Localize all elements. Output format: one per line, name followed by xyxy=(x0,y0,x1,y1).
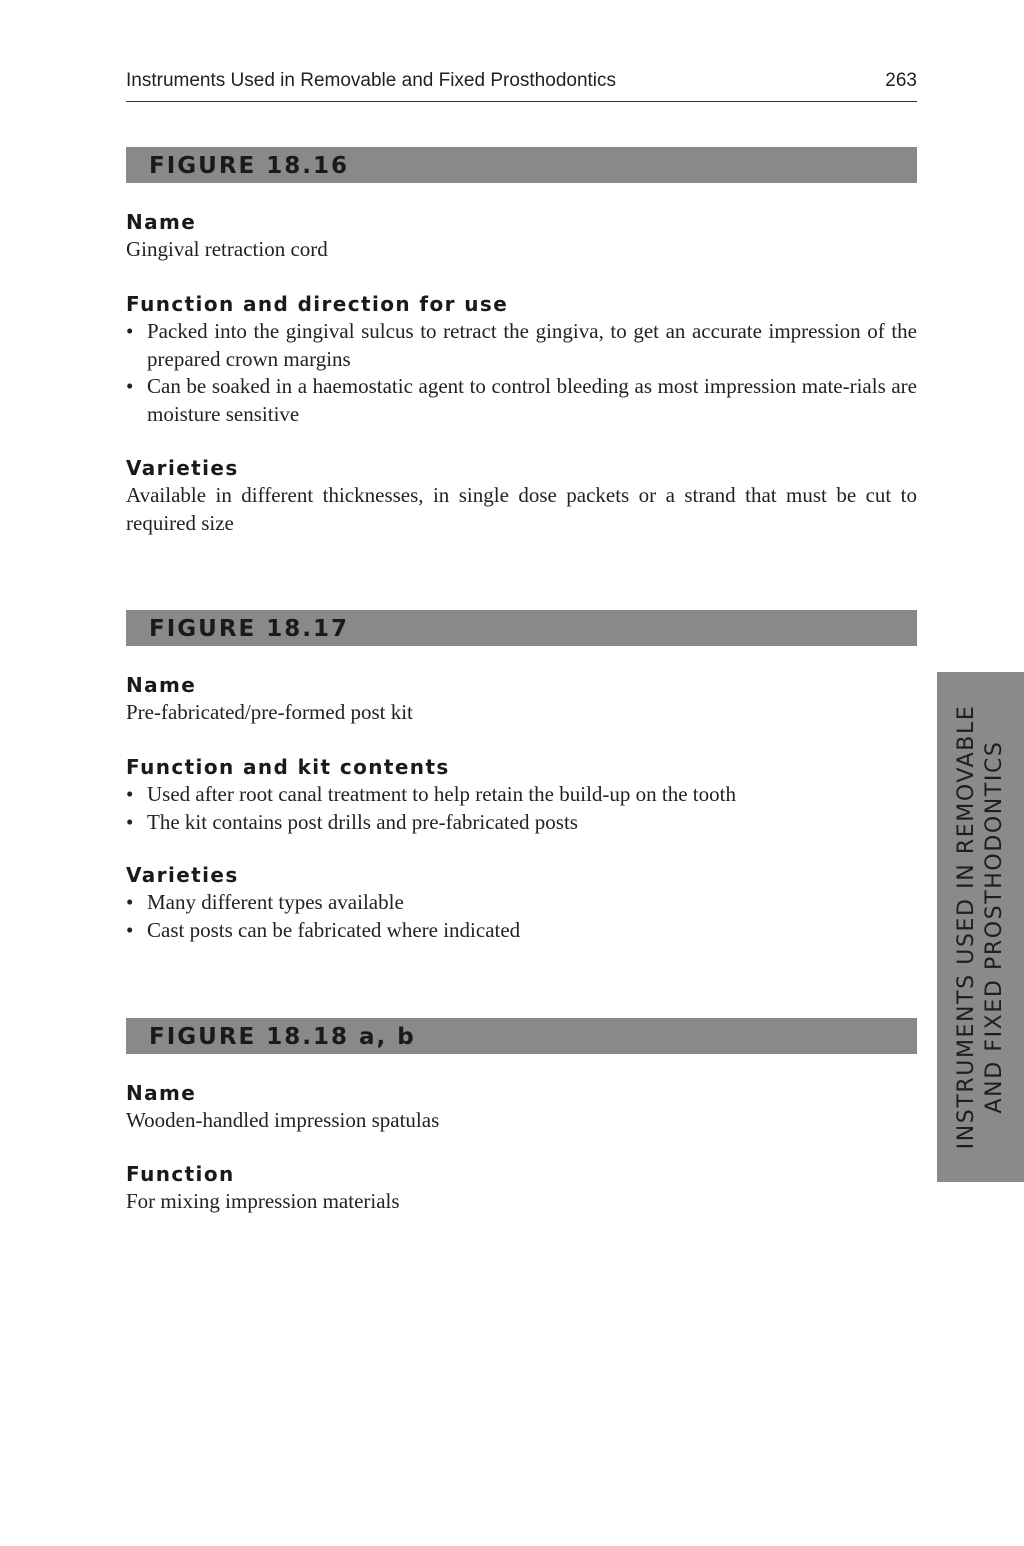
figure-label: FIGURE 18.17 xyxy=(149,616,350,642)
figure-18-17-name-section xyxy=(126,671,917,727)
thumb-tab-line-1: INSTRUMENTS USED IN REMOVABLE xyxy=(953,704,979,1150)
list-item: • Can be soaked in a haemostatic agent to control bleeding as most impression mate-rials are moisture sensitive xyxy=(126,373,917,428)
list-item: • Cast posts can be fabricated where indicated xyxy=(126,917,917,945)
list-item: • Many different types available xyxy=(126,889,917,917)
function-list xyxy=(126,318,917,428)
chapter-thumb-tab-label xyxy=(953,677,1009,1177)
varieties-heading: Varieties xyxy=(126,456,239,480)
list-item: • The kit contains post drills and pre-fabricated posts xyxy=(126,809,917,837)
name-heading: Name xyxy=(126,210,197,234)
function-text: For mixing impression materials xyxy=(126,1189,400,1213)
name-heading: Name xyxy=(126,673,197,697)
figure-18-18-function-section xyxy=(126,1160,917,1216)
varieties-heading: Varieties xyxy=(126,863,239,887)
figure-18-17-varieties-section xyxy=(126,861,917,944)
figure-label: FIGURE 18.18 a, b xyxy=(149,1024,416,1050)
function-heading: Function and kit contents xyxy=(126,755,450,779)
function-heading: Function xyxy=(126,1162,235,1186)
list-item: • Packed into the gingival sulcus to retract the gingiva, to get an accurate impression of the prepared crown margins xyxy=(126,318,917,373)
running-header xyxy=(126,70,917,102)
varieties-list xyxy=(126,889,917,944)
chapter-thumb-tab xyxy=(937,672,1024,1182)
function-heading: Function and direction for use xyxy=(126,292,509,316)
figure-18-18-name-section xyxy=(126,1079,917,1135)
instrument-name: Gingival retraction cord xyxy=(126,237,328,261)
name-heading: Name xyxy=(126,1081,197,1105)
varieties-text: Available in different thicknesses, in single dose packets or a strand that must be cut to required size xyxy=(126,483,917,535)
page-number: 263 xyxy=(885,70,917,91)
instrument-name: Wooden-handled impression spatulas xyxy=(126,1108,440,1132)
figure-18-16-function-section xyxy=(126,290,917,428)
instrument-name: Pre-fabricated/pre-formed post kit xyxy=(126,700,413,724)
function-list xyxy=(126,781,917,836)
figure-18-16-varieties-section xyxy=(126,454,917,537)
list-item: • Used after root canal treatment to help retain the build-up on the tooth xyxy=(126,781,917,809)
running-header-title: Instruments Used in Removable and Fixed Prosthodontics xyxy=(126,70,617,91)
figure-18-16-name-section xyxy=(126,208,917,264)
figure-18-18-banner xyxy=(126,1018,917,1054)
figure-label: FIGURE 18.16 xyxy=(149,153,350,179)
figure-18-17-banner xyxy=(126,610,917,646)
figure-18-17-function-section xyxy=(126,753,917,836)
figure-18-16-banner xyxy=(126,147,917,183)
thumb-tab-line-2: AND FIXED PROSTHODONTICS xyxy=(981,740,1007,1114)
